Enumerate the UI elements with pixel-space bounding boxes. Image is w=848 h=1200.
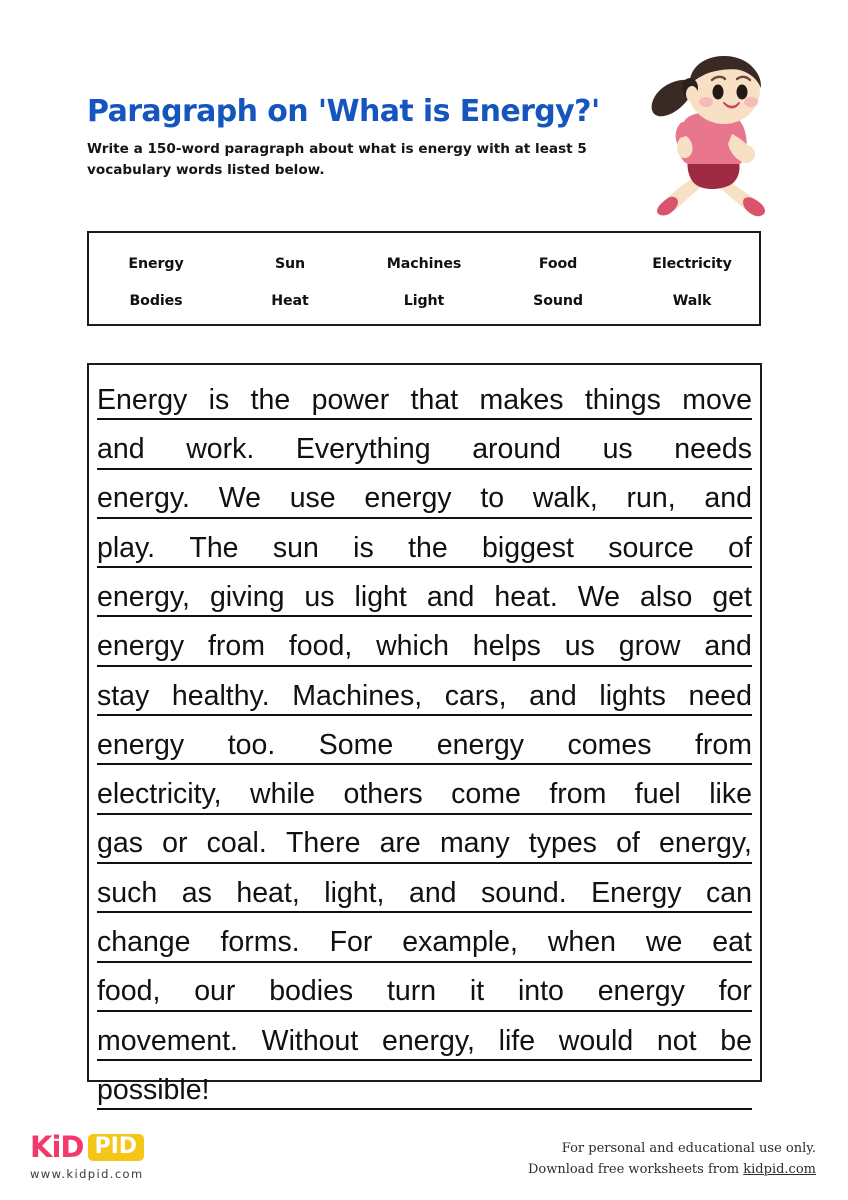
ruled-line: [97, 815, 752, 864]
ruled-line-text: play. The sun is the biggest source of: [97, 531, 752, 564]
ruled-line: [97, 568, 752, 617]
ruled-line: [97, 470, 752, 519]
worksheet-header: [87, 96, 647, 181]
footer-note: [528, 1138, 816, 1180]
vocabulary-box: [87, 231, 761, 326]
ruled-line-text: such as heat, light, and sound. Energy can: [97, 876, 752, 909]
vocab-word: Sound: [533, 293, 583, 309]
vocab-word: Sun: [274, 256, 306, 272]
vocabulary-grid: [89, 233, 759, 320]
footer-note-line1: For personal and educational use only.: [561, 1141, 816, 1156]
ruled-line: [97, 420, 752, 469]
ruled-line-text: movement. Without energy, life would not be: [97, 1024, 752, 1057]
logo-kid-text: KiD: [30, 1130, 84, 1164]
footer-note-line2: [528, 1159, 816, 1180]
vocab-word: Light: [403, 293, 445, 309]
paragraph-answer-box[interactable]: [87, 363, 762, 1106]
ruled-line-text: food, our bodies turn it into energy for: [97, 975, 752, 1008]
ruled-line: [97, 913, 752, 962]
vocab-word: Heat: [271, 293, 309, 309]
ruled-line-text: energy. We use energy to walk, run, and: [97, 482, 752, 515]
running-girl-icon: [632, 50, 792, 230]
ruled-lines-container: [97, 371, 752, 1110]
ruled-line: [97, 765, 752, 814]
vocab-word: Energy: [128, 256, 184, 272]
kidpid-logo[interactable]: [30, 1130, 230, 1181]
logo-pid-badge: PID: [88, 1134, 145, 1161]
page-subtitle: Write a 150-word paragraph about what is energy with at least 5 vocabulary words listed below.: [87, 140, 587, 178]
ruled-line-text: change forms. For example, when we eat: [97, 926, 752, 959]
page-title: Paragraph on 'What is Energy?': [87, 94, 600, 129]
ruled-line-text: energy from food, which helps us grow and: [97, 630, 752, 663]
ruled-line-text: energy, giving us light and heat. We also get: [97, 580, 752, 613]
logo-website-url: www.kidpid.com: [30, 1167, 144, 1181]
ruled-line: [97, 716, 752, 765]
ruled-line: [97, 667, 752, 716]
ruled-line-text: gas or coal. There are many types of energy,: [97, 827, 752, 860]
ruled-line-text: energy too. Some energy comes from: [97, 728, 752, 761]
ruled-line: [97, 519, 752, 568]
ruled-line: [97, 1061, 752, 1110]
ruled-line-text: and work. Everything around us needs: [97, 433, 752, 466]
ruled-line-text: electricity, while others come from fuel like: [97, 778, 752, 811]
ruled-line: [97, 864, 752, 913]
vocab-word: Food: [538, 256, 578, 272]
vocab-word: Machines: [386, 256, 462, 272]
ruled-line-text: possible!: [97, 1073, 210, 1106]
ruled-line: [97, 617, 752, 666]
kidpid-link[interactable]: kidpid.com: [743, 1162, 816, 1178]
ruled-line-text: stay healthy. Machines, cars, and lights need: [97, 679, 752, 712]
ruled-line-text: Energy is the power that makes things move: [97, 383, 752, 416]
logo-row: [30, 1130, 230, 1164]
vocab-word: Walk: [672, 293, 712, 309]
ruled-line: [97, 963, 752, 1012]
ruled-line: [97, 1012, 752, 1061]
ruled-line: [97, 371, 752, 420]
footer-note-prefix: Download free worksheets from: [527, 1162, 744, 1178]
vocab-word: Electricity: [652, 256, 732, 272]
vocab-word: Bodies: [129, 293, 183, 309]
